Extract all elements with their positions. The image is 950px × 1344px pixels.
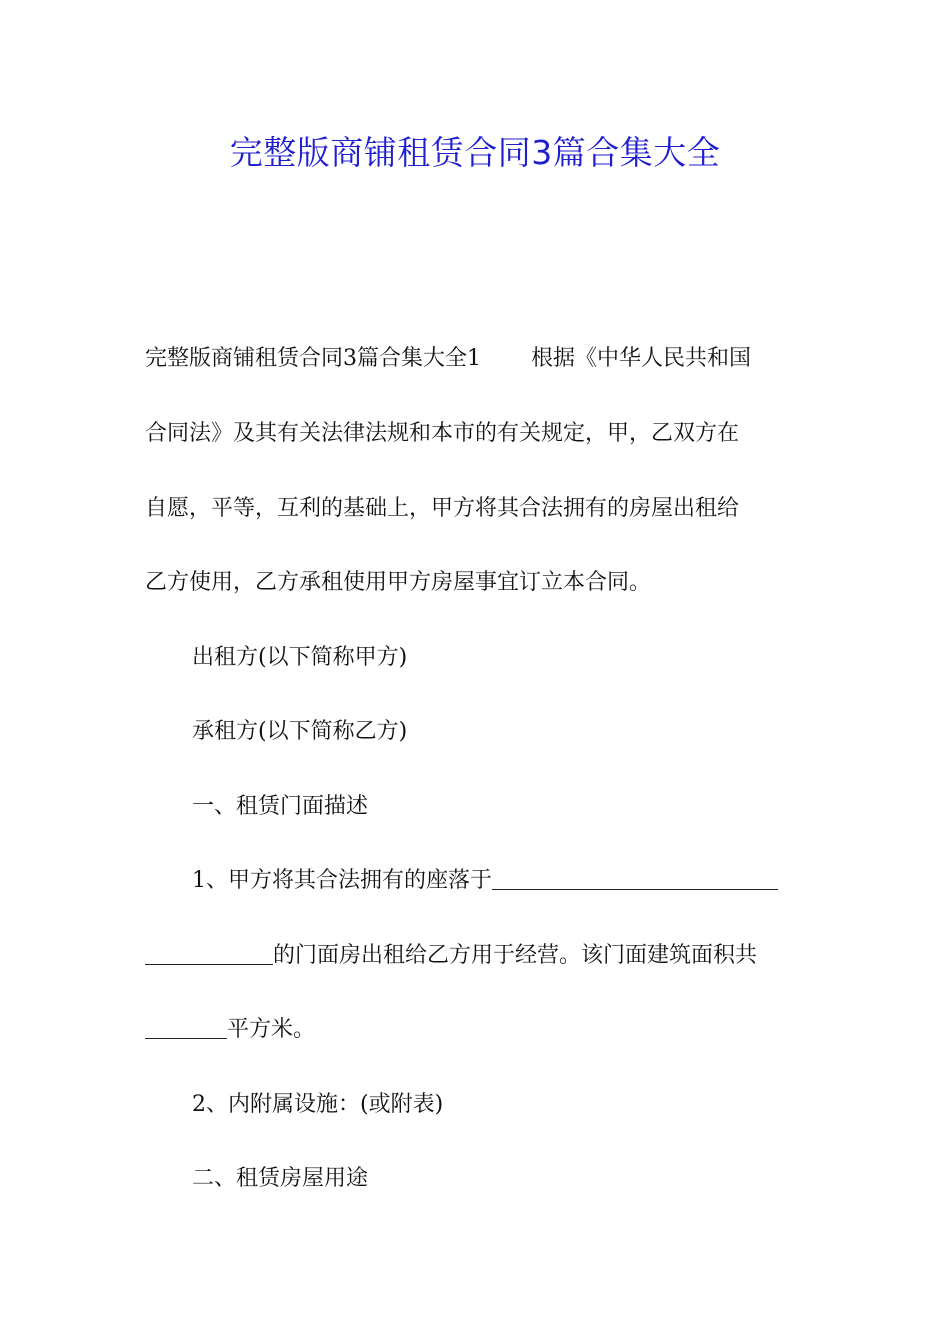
intro-heading: 完整版商铺租赁合同3篇合集大全1 xyxy=(145,346,481,371)
document-title: 完整版商铺租赁合同3篇合集大全 xyxy=(229,133,721,172)
section-1-heading: 一、租赁门面描述 xyxy=(192,794,369,819)
intro-line-3: 自愿，平等，互利的基础上，甲方将其合法拥有的房屋出租给 xyxy=(145,496,740,521)
intro-text-1: 根据《中华人民共和国 xyxy=(531,346,752,371)
item-1-prefix: 1、甲方将其合法拥有的座落于 xyxy=(192,868,492,893)
intro-line-2: 合同法》及其有关法律法规和本市的有关规定，甲，乙双方在 xyxy=(145,421,740,446)
location-blank xyxy=(492,867,778,890)
item-1-end: 平方米。 xyxy=(227,1017,316,1042)
section-2-heading: 二、租赁房屋用途 xyxy=(192,1166,369,1191)
intro-line-4: 乙方使用，乙方承租使用甲方房屋事宜订立本合同。 xyxy=(145,570,652,595)
item-1-continuation: 的门面房出租给乙方用于经营。该门面建筑面积共 xyxy=(273,943,758,968)
item-1-line-3 xyxy=(145,1015,315,1045)
lessor-line: 出租方(以下简称甲方) xyxy=(192,645,408,670)
location-blank-continued xyxy=(145,942,273,965)
item-2-line: 2、内附属设施：(或附表) xyxy=(192,1092,444,1117)
intro-line-1 xyxy=(145,344,751,374)
item-1-line-1 xyxy=(192,866,778,896)
item-1-line-2 xyxy=(145,941,757,971)
area-blank xyxy=(145,1016,227,1039)
lessee-line: 承租方(以下简称乙方) xyxy=(192,719,408,744)
